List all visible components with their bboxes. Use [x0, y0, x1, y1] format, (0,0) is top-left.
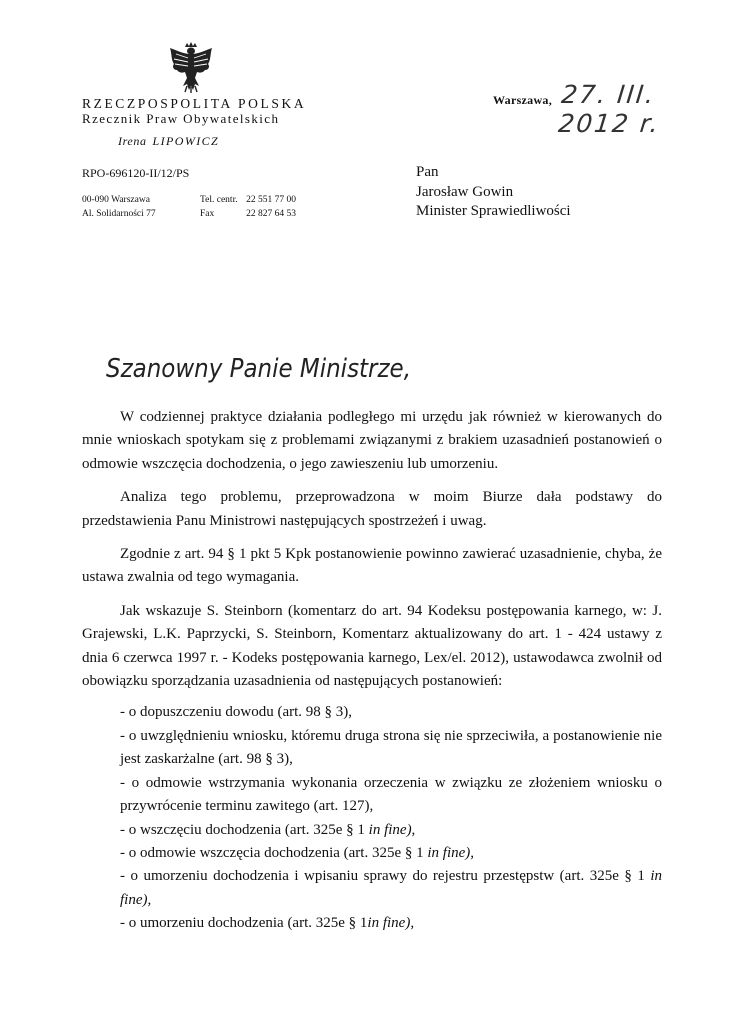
- recipient-title: Pan: [416, 164, 439, 180]
- recipient-block: [416, 163, 571, 222]
- ombudsman-last-name: LIPOWICZ: [152, 134, 220, 148]
- eagle-emblem-icon: [168, 42, 214, 94]
- list-item: - o odmowie wstrzymania wykonania orzeczenia w związku ze złożeniem wniosku o przywrócenie terminu zawitego (art. 127),: [120, 774, 662, 815]
- list-item: - o dopuszczeniu dowodu (art. 98 § 3),: [120, 704, 353, 721]
- letter-body: [82, 406, 662, 936]
- ombudsman-first-name: Irena: [118, 134, 147, 148]
- list-item: - o odmowie wszczęcia dochodzenia (art. 325e § 1 in fine),: [120, 844, 475, 861]
- exemptions-list: [82, 701, 662, 935]
- phone-number: 22 551 77 00: [246, 195, 296, 205]
- recipient-name: Jarosław Gowin: [416, 183, 514, 200]
- reference-number: RPO-696120-II/12/PS: [82, 166, 190, 180]
- fax-number: 22 827 64 53: [246, 209, 296, 219]
- address-line-2: Al. Solidarności 77: [82, 209, 156, 219]
- phone-label: Tel. centr.: [200, 195, 238, 205]
- country-name: RZECZPOSPOLITA POLSKA: [82, 96, 307, 111]
- contact-numbers: [200, 193, 296, 221]
- paragraph-2: Analiza tego problemu, przeprowadzona w moim Biurze dała podstawy do przedstawienia Panu Ministrowi następujących spostrzeżeń i uwag.: [82, 489, 662, 529]
- list-item: - o umorzeniu dochodzenia i wpisaniu sprawy do rejestru przestępstw (art. 325e § 1 in fine),: [120, 868, 662, 908]
- office-name: Rzecznik Praw Obywatelskich: [82, 111, 280, 126]
- ombudsman-name: [118, 134, 219, 149]
- list-item: - o uwzględnieniu wniosku, któremu druga strona się nie sprzeciwiła, a postanowienie nie jest zaskarżalne (art. 98 § 3),: [120, 727, 662, 768]
- handwritten-salutation: [104, 345, 424, 395]
- recipient-position: Minister Sprawiedliwości: [416, 203, 571, 219]
- address-line-1: 00-090 Warszawa: [82, 195, 150, 205]
- paragraph-3: Zgodnie z art. 94 § 1 pkt 5 Kpk postanowienie powinno zawierać uzasadnienie, chyba, że ustawa zwalnia od tego wymagania.: [82, 546, 662, 586]
- paragraph-1: W codziennej praktyce działania podległego mi urzędu jak również w kierowanych do mnie wnioskach spotykam się z problemami związanymi z brakiem uzasadnień postanowień o odmowie wszczęcia dochodzenia, o jego zawieszeniu lub umorzeniu.: [82, 409, 662, 472]
- postal-address: [82, 193, 156, 221]
- fax-label: Fax: [200, 209, 215, 219]
- paragraph-4: Jak wskazuje S. Steinborn (komentarz do art. 94 Kodeksu postępowania karnego, w: J. Grajewski, L.K. Paprzycki, S. Steinborn, Komentarz aktualizowany do art. 1 - 424 ustawy z dnia 6 czerwca 1997 r. - Kodeks postępowania karnego, Lex/el. 2012), ustawodawca zwolnił od obowiązku sporządzania uzasadnienia od następujących postanowień:: [82, 602, 662, 690]
- place-label: Warszawa,: [493, 93, 553, 107]
- list-item: - o wszczęciu dochodzenia (art. 325e § 1 in fine),: [120, 821, 416, 838]
- institution-header: [82, 96, 306, 126]
- salutation-text: Szanowny Panie Ministrze,: [106, 354, 411, 384]
- handwritten-date: 27. III. 2012 r.: [556, 80, 662, 138]
- list-item: - o umorzeniu dochodzenia (art. 325e § 1in fine),: [120, 915, 415, 932]
